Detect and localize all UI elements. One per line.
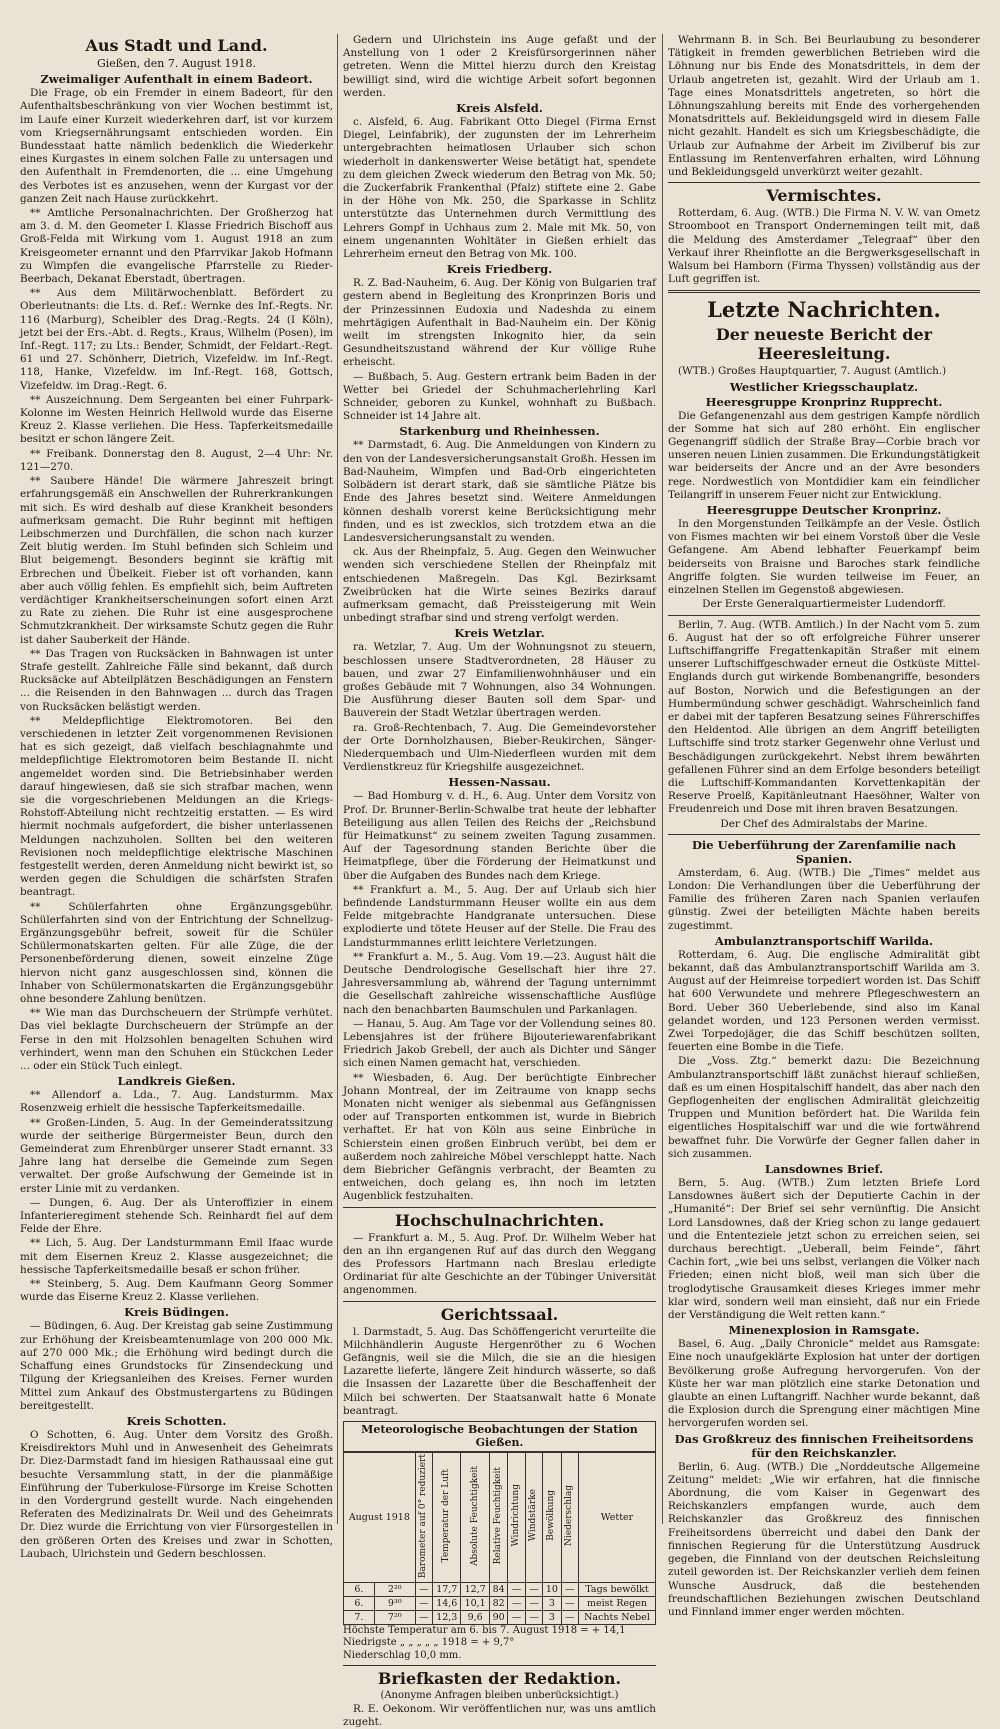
signature-line: Der Chef des Admiralstabs der Marine. xyxy=(720,817,928,830)
table-row xyxy=(344,1596,656,1610)
article-paragraph: — Bad Homburg v. d. H., 6. Aug. Unter dem Vorsitz von Prof. Dr. Brunner-Berlin-Schwalbe trat heute der lebhafter Beteiligung aus allen Teilen des Reichs der „Reichsbund für Heimatkunst“ zu seinem zweiten Tagung zusammen. Auf der Tagesordnung standen Berichte über die Heimatpflege, über die Förderung der Heimatkunst und über die Aufgaben des Bundes nach dem Kriege. xyxy=(343,790,656,882)
meteo-max-label: Höchste Temperatur am 6. bis 7. August 1918 xyxy=(343,1624,578,1636)
table-cell: 12,3 xyxy=(433,1610,461,1624)
region-headline: Kreis Wetzlar. xyxy=(454,626,545,641)
table-cell: — xyxy=(415,1610,432,1624)
article-headline: Zweimaliger Aufenthalt in einem Badeort. xyxy=(40,72,313,87)
article-headline: Der neueste Bericht der Heeresleitung. xyxy=(715,325,933,364)
article-headline: Das Großkreuz des finnischen Freiheitsordens für den Reichskanzler. xyxy=(674,1431,974,1460)
table-cell: 2²⁰ xyxy=(374,1582,415,1596)
article-paragraph: Bern, 5. Aug. (WTB.) Zum letzten Briefe Lord Lansdownes äußert sich der Deputierte Cachin in der „Humanité“: Der Brief sei sehr vernünftig. Die Ansicht Lord Lansdownes, daß der Krieg schon zu lange gedauert und die Ententeziele jetzt schon zu erreichen seien, sei durchaus berechtigt. „Ueberall, beim Feinde“, fährt Cachin fort, „wie bei uns selbst, verlangen die Völker nach Frieden; einen nicht bloß, weil man sich über die troglodytische Grausamkeit dieses Krieges immer mehr klar wird, sondern weil man einsieht, daß nur ein Friede der Verständigung die Welt retten kann.“ xyxy=(668,1177,980,1322)
divider xyxy=(668,182,980,183)
article-paragraph: ra. Groß-Rechtenbach, 7. Aug. Die Gemeindevorsteher der Orte Dornholzhausen, Bieber-Reukirchen, Sänger-Niederquembach und Ulm-Niederfleen wurden mit dem Verdienstkreuz für Kriegshilfe ausgezeichnet. xyxy=(343,721,656,774)
table-cell: 9,6 xyxy=(461,1610,489,1624)
table-cell: — xyxy=(508,1610,525,1624)
table-row xyxy=(344,1582,656,1596)
meteo-header: Windstärke xyxy=(525,1452,542,1582)
table-cell: — xyxy=(561,1582,578,1596)
table-cell: — xyxy=(508,1582,525,1596)
meteo-header: Barometer auf 0° reduziert xyxy=(415,1452,432,1582)
article-paragraph: R. Z. Bad-Nauheim, 6. Aug. Der König von Bulgarien traf gestern abend in Begleitung des Kronprinzen Boris und der Prinzessinnen Eudoxia und Nadeshda zu einem mehrtägigen Aufenthalt in Bad-Nauheim ein. Der König weilt im strengsten Inkognito hier, da sein Gesundheitszustand während der Kur völlige Ruhe erheischt. xyxy=(343,277,656,369)
article-paragraph: ** Großen-Linden, 5. Aug. In der Gemeinderatssitzung wurde der seitherige Bürgermeister Beun, durch den Gemeinderat zum Ehrenbürger unserer Stadt ernannt. 33 Jahre lang hat derselbe die Gemeinde zum Segen verwaltet. Der große Aufschwung der Gemeinde ist in erster Linie mit zu verdanken. xyxy=(20,1116,333,1195)
article-paragraph: ** Frankfurt a. M., 5. Aug. Der auf Urlaub sich hier befindende Landsturmmann Heuser wollte ein aus dem Felde mitgebrachte Handgranate untersuchen. Diese explodierte und tötete Heuser auf der Stelle. Die Frau des Landsturmmannes erlitt leichtere Verletzungen. xyxy=(343,883,656,949)
article-paragraph: ** Saubere Hände! Die wärmere Jahreszeit bringt erfahrungsgemäß ein Anschwellen der Ruhrerkrankungen mit sich. Es wird deshalb auf diese Krankheit besonders aufmerksam gemacht. Die Ruhr beginnt mit heftigen Leibschmerzen und Durchfällen, die schon nach kurzer Zeit blutig werden. Im Stuhl befinden sich Schleim und Blut beigemengt. Besonders beginnt sie kräftig mit Erbrechen und Übelkeit. Fieber ist oft vorhanden, kann aber auch völlig fehlen. Es empfiehlt sich, beim Auftreten verdächtiger Krankheitserscheinungen sofort einen Arzt zu Rate zu ziehen. Die Ruhr ist eine ausgesprochene Schmutzkrankheit. Der wirksamste Schutz gegen die Ruhr ist daher Sauberkeit der Hände. xyxy=(20,475,333,646)
article-paragraph: ** Amtliche Personalnachrichten. Der Großherzog hat am 3. d. M. den Geometer I. Klasse Friedrich Bischoff aus Groß-Felda mit Wirkung vom 1. August 1918 an zum Kreisgeometer ernannt und den Pfarrvikar Jakob Hofmann zu Wimpfen die evangelische Pfarrstelle zu Rieder-Beerbach, Dekanat Eberstadt, übertragen. xyxy=(20,207,333,286)
article-paragraph: ra. Wetzlar, 7. Aug. Um der Wohnungsnot zu steuern, beschlossen unsere Stadtverordneten, 28 Häuser zu bauen, und zwar 27 Einfamilienwohnhäuser und ein großes Gebäude mit 7 Wohnungen, also 34 Wohnungen. Die Ausführung dieser Bauten soll dem Spar- und Bauverein der Stadt Wetzlar übertragen werden. xyxy=(343,641,656,720)
meteo-header: Bewölkung xyxy=(543,1452,562,1582)
article-paragraph: ** Darmstadt, 6. Aug. Die Anmeldungen von Kindern zu den von der Landesversicherungsanstalt Großh. Hessen im Bad-Nauheim, Wimpfen und Bad-Orb eingerichteten Solbädern ist derart stark, daß sie sämtliche Plätze bis Ende des Jahres besetzt sind. Weitere Anmeldungen können deshalb vorerst keine Berücksichtigung mehr finden, und es ist zwecklos, sich trotzdem etwa an die Landesversicherungsanstalt zu wenden. xyxy=(343,439,656,544)
article-headline: Lansdownes Brief. xyxy=(764,1162,884,1177)
divider xyxy=(668,290,980,293)
article-headline: Ambulanztransportschiff Warilda. xyxy=(714,933,934,948)
table-cell: meist Regen xyxy=(579,1596,656,1610)
table-cell: 14,6 xyxy=(433,1596,461,1610)
column-divider xyxy=(337,34,338,1524)
signature-line: Der Erste Generalquartiermeister Ludendorff. xyxy=(702,598,946,611)
article-paragraph: ** Freibank. Donnerstag den 8. August, 2—4 Uhr: Nr. 121—270. xyxy=(20,447,333,473)
table-cell: — xyxy=(525,1596,542,1610)
table-cell: — xyxy=(525,1610,542,1624)
article-paragraph: ** Das Tragen von Rucksäcken in Bahnwagen ist unter Strafe gestellt. Zahlreiche Fälle sind bekannt, daß durch Rucksäcke auf Abteilplätzen Beschädigungen an Fenstern ... die Reisenden in den Bahnwagen ... durch das Tragen von Rucksäcken belästigt werden. xyxy=(20,647,333,713)
divider xyxy=(343,1665,656,1666)
article-paragraph: ** Schülerfahrten ohne Ergänzungsgebühr. Schülerfahrten sind von der Entrichtung der Schnellzug-Ergänzungsgebühr befreit, soweit für die Schüler Schülermonatskarten gelten. Für alle Züge, die der Personenbeförderung dienen, soweit einzelne Züge hiervon nicht ganz ausgeschlossen sind, können die Inhaber von Schülermonatskarten die Ergänzungsgebühr ohne besondere Zahlung benützen. xyxy=(20,900,333,1006)
meteo-min-label: Niedrigste „ „ „ „ „ 1918 xyxy=(343,1637,468,1649)
meteo-header: Wetter xyxy=(579,1452,656,1582)
article-paragraph: R. E. Oekonom. Wir veröffentlichen nur, was uns amtlich zugeht. xyxy=(343,1702,656,1728)
section-headline: Letzte Nachrichten. xyxy=(707,297,941,323)
article-paragraph: Basel, 6. Aug. „Daily Chronicle“ meldet aus Ramsgate: Eine noch unaufgeklärte Explosion hat unter der dortigen Bevölkerung große Aufregung hervorgerufen. Von der Küste her war man plötzlich eine starke Detonation und glaubte an einen Luftangriff. Nachher wurde bekannt, daß die Explosion durch die Sprengung einer mächtigen Mine hervorgerufen worden sei. xyxy=(668,1338,980,1430)
region-headline: Kreis Alsfeld. xyxy=(456,101,543,116)
meteo-header: Temperatur der Luft xyxy=(433,1452,461,1582)
region-headline: Kreis Friedberg. xyxy=(446,262,553,277)
article-paragraph: Berlin, 6. Aug. (WTB.) Die „Norddeutsche Allgemeine Zeitung“ meldet: „Wie wir erfahren, hat die finnische Abordnung, die vom Kaiser in Gegenwart des Reichskanzlers empfangen wurde, auch dem Reichskanzler das Großkreuz des finnischen Freiheitsordens überreicht und dabei den Dank der finnischen Regierung für die Unterstützung Ausdruck gegeben, die Finnland von der deutschen Reichsleitung zuteil geworden ist. Der Reichskanzler verlieh dem feinen Wunsche Ausdruck, daß die bestehenden freundschaftlichen Beziehungen zwischen Deutschland und Finnland immer enger werden möchten. xyxy=(668,1460,980,1618)
meteo-max-value: = + 14,1 xyxy=(580,1624,626,1636)
article-paragraph: — Büdingen, 6. Aug. Der Kreistag gab seine Zustimmung zur Erhöhung der Kreisbeamtenumlage von 200 000 Mk. auf 270 000 Mk.; die Erhöhung wird bedingt durch die Schaffung eines Grundstocks für Zinsendeckung und Tilgung der Kriegsanleihen des Kreises. Ferner wurden Mittel zum Ankauf des Obstmustergartens zu Büdingen bereitgestellt. xyxy=(20,1320,333,1412)
table-cell: — xyxy=(561,1596,578,1610)
column-1 xyxy=(20,34,333,1560)
meteo-header-date: August 1918 xyxy=(344,1452,416,1582)
article-paragraph: Amsterdam, 6. Aug. (WTB.) Die „Times“ meldet aus London: Die Verhandlungen über die Ueberführung der Familie des früheren Zaren nach Spanien verlaufen günstig. Zwei der beteiligten Mächte haben bereits zugestimmt. xyxy=(668,866,980,932)
table-cell: 82 xyxy=(489,1596,508,1610)
meteo-summary xyxy=(343,1625,656,1663)
table-cell: Tags bewölkt xyxy=(579,1582,656,1596)
article-paragraph: ** Frankfurt a. M., 5. Aug. Vom 19.—23. August hält die Deutsche Dendrologische Gesellschaft hier ihre 27. Jahresversammlung ab, während der Tagung unternimmt die Gesellschaft zahlreiche wissenschaftliche Ausflüge nach den benachbarten Baumschulen und Parkanlagen. xyxy=(343,950,656,1016)
section-headline: Hochschulnachrichten. xyxy=(394,1210,605,1230)
divider xyxy=(343,1207,656,1208)
article-paragraph: ** Auszeichnung. Dem Sergeanten bei einer Fuhrpark-Kolonne im Westen Heinrich Hellwold wurde das Eiserne Kreuz 2. Klasse verliehen. Die Hess. Tapferkeitsmedaille besitzt er schon längere Zeit. xyxy=(20,393,333,446)
article-paragraph: ** Steinberg, 5. Aug. Dem Kaufmann Georg Sommer wurde das Eiserne Kreuz 2. Klasse verliehen. xyxy=(20,1278,333,1304)
table-cell: 10 xyxy=(543,1582,562,1596)
column-divider xyxy=(662,34,663,1524)
table-cell: — xyxy=(561,1610,578,1624)
meteo-header-row xyxy=(344,1452,656,1582)
article-paragraph: ** Meldepflichtige Elektromotoren. Bei den verschiedenen in letzter Zeit vorgenommenen Revisionen hat es sich gezeigt, daß vielfach beschlagnahmte und meldepflichtige Elektromotoren beim Bestande II. nicht angemeldet worden sind. Die Betriebsinhaber werden darauf hingewiesen, daß sie sich strafbar machen, wenn sie die vorgeschriebenen Meldungen an die Kriegs-Rohstoff-Abteilung nicht rechtzeitig erstatten. — Es wird hiermit nochmals aufgefordert, die bisher unterlassenen Meldungen nachzuholen. Sollten bei den weiteren Revisionen noch meldepflichtige elektrische Maschinen festgestellt werden, deren Anmeldung nicht bewirkt ist, so werden gegen die Schuldigen die schärfsten Strafen beantragt. xyxy=(20,714,333,899)
divider xyxy=(668,615,980,616)
table-cell: — xyxy=(525,1582,542,1596)
article-headline: Die Ueberführung der Zarenfamilie nach Spanien. xyxy=(691,837,957,866)
table-cell: 6. xyxy=(344,1582,375,1596)
region-headline: Starkenburg und Rheinhessen. xyxy=(399,424,600,439)
meteo-table-title: Meteorologische Beobachtungen der Station Gießen. xyxy=(343,1421,656,1451)
article-headline: Heeresgruppe Kronprinz Rupprecht. xyxy=(705,394,943,409)
article-paragraph: — Bußbach, 5. Aug. Gestern ertrank beim Baden in der Wetter bei Griedel der Schuhmacherlehrling Karl Schneider, geboren zu Kunkel, wohnhaft zu Bußbach. Schneider ist 14 Jahre alt. xyxy=(343,370,656,423)
region-headline: Kreis Schotten. xyxy=(126,1413,227,1428)
article-paragraph: Gedern und Ulrichstein ins Auge gefaßt und der Anstellung von 1 oder 2 Kreisfürsorgerinnen näher getreten. Wenn die Mittel hierzu durch den Kreistag bewilligt sind, wird die wichtige Arbeit sofort begonnen werden. xyxy=(343,34,656,99)
article-headline: Westlicher Kriegsschauplatz. xyxy=(729,379,919,394)
table-cell: 17,7 xyxy=(433,1582,461,1596)
table-cell: 7²⁰ xyxy=(374,1610,415,1624)
dateline: Gießen, den 7. August 1918. xyxy=(96,57,257,70)
article-paragraph: ** Wiesbaden, 6. Aug. Der berüchtigte Einbrecher Johann Montreal, der im Zeitraume von knapp sechs Monaten nicht weniger als siebenmal aus Gefängnissen oder auf Transporten entkommen ist, wurde in Biebrich verhaftet. Er hat von Köln aus seine Einbrüche in Schierstein einen großen Einbruch verübt, bei dem er außerdem noch zahlreiche Möbel verschleppt hatte. Nach dem Biebricher Gefängnis verbracht, der Beamten zu entweichen, doch gelang es, ihn noch im letzten Augenblick festzuhalten. xyxy=(343,1071,656,1203)
table-cell: 7. xyxy=(344,1610,375,1624)
table-cell: 3 xyxy=(543,1610,562,1624)
divider xyxy=(668,834,980,835)
meteo-header: Windrichtung xyxy=(508,1452,525,1582)
article-paragraph: — Dungen, 6. Aug. Der als Unteroffizier in einem Infanterieregiment stehende Sch. Reinhardt fiel auf dem Felde der Ehre. xyxy=(20,1196,333,1236)
divider xyxy=(343,1301,656,1302)
section-headline: Briefkasten der Redaktion. xyxy=(377,1669,622,1689)
article-paragraph: O Schotten, 6. Aug. Unter dem Vorsitz des Großh. Kreisdirektors Muhl und in Anwesenheit des Geheimrats Dr. Diez-Darmstadt fand im hiesigen Rathaussaal eine gut besuchte Versammlung statt, in der die planmäßige Einführung der Tuberkulose-Fürsorge im Kreise Schotten in den Vordergrund gestellt wurde. Nach eingehenden Referaten des Medizinalrats Dr. Weil und des Geheimrats Dr. Diez wurde die Errichtung von vier Fürsorgestellen in den größeren Orten des Kreises und zwar in Schotten, Laubach, Ulrichstein und Gedern beschlossen. xyxy=(20,1428,333,1560)
section-headline: Gerichtssaal. xyxy=(440,1304,559,1324)
table-cell: 3 xyxy=(543,1596,562,1610)
section-title: Aus Stadt und Land. xyxy=(85,36,268,55)
meteo-header: Absolute Feuchtigkeit xyxy=(461,1452,489,1582)
article-paragraph: ** Lich, 5. Aug. Der Landsturmmann Emil Ifaac wurde mit dem Eisernen Kreuz 2. Klasse ausgezeichnet; die hessische Tapferkeitsmedaille besaß er schon früher. xyxy=(20,1237,333,1276)
article-headline: Minenexplosion in Ramsgate. xyxy=(728,1323,920,1338)
article-paragraph: — Hanau, 5. Aug. Am Tage vor der Vollendung seines 80. Lebensjahres ist der frühere Bijouteriewarenfabrikant Friedrich Jakob Grebell, der auch als Dichter und Sänger sich einen Namen gemacht hat, verschieden. xyxy=(343,1017,656,1070)
meteo-header: Relative Feuchtigkeit xyxy=(489,1452,508,1582)
column-2 xyxy=(343,34,656,1728)
article-paragraph: In den Morgenstunden Teilkämpfe an der Vesle. Östlich von Fismes machten wir bei einem Vorstoß über die Vesle Gefangene. Am Abend lebhafter Feuerkampf beim beiderseits von Braisne und Baroches stark feindliche Angriffe folgten. Sie wurden teilweise im Feuer, an einzelnen Stellen im Gegenstoß abgewiesen. xyxy=(668,518,980,597)
table-cell: 6. xyxy=(344,1596,375,1610)
article-paragraph: c. Alsfeld, 6. Aug. Fabrikant Otto Diegel (Firma Ernst Diegel, Leinfabrik), der zugunsten der im Lehrerheim untergebrachten heimatlosen Urlauber sich schon wiederholt in dankenswerter Weise betätigt hat, spendete zu dem gleichen Zweck wiederum den Betrag von Mk. 50; die Zuckerfabrik Frankenthal (Pfalz) stiftete eine 2. Gabe in der Höhe von Mk. 250, die Sparkasse in Schlitz unterstützte das Unternehmen durch Vermittlung des Lehrers Gompf in Uchhaus zum 2. Male mit Mk. 50, von einem ungenannten Wohltäter in Gießen erhielt das Lehrerheim erneut den Betrag von Mk. 100. xyxy=(343,116,656,261)
region-headline: Landkreis Gießen. xyxy=(117,1074,236,1089)
article-paragraph: Die „Voss. Ztg.“ bemerkt dazu: Die Bezeichnung Ambulanztransportschiff läßt zunächst hierauf schließen, daß es um einen Hospitalschiff handelt, das aber nach den Gepflogenheiten der englischen Admiralität gleichzeitig Truppen und Munition befördert hat. Die Warilda fein eigentliches Hospitalschiff war und die wie fortwährend bewaffnet fuhr. Die Vorwürfe der Gegner fallen daher in sich zusammen. xyxy=(668,1055,980,1160)
article-paragraph: ** Wie man das Durchscheuern der Strümpfe verhütet. Das viel beklagte Durchscheuern der Strümpfe an der Ferse in den mit Holzsohlen benagelten Schuhen wird verhindert, wenn man den Schuhen ein Stückchen Leder ... oder ein Stück Tuch einlegt. xyxy=(20,1007,333,1073)
meteo-min-value: = + 9,7° xyxy=(470,1637,515,1649)
table-cell: 84 xyxy=(489,1582,508,1596)
table-cell: 90 xyxy=(489,1610,508,1624)
article-paragraph: — Frankfurt a. M., 5. Aug. Prof. Dr. Wilhelm Weber hat den an ihn ergangenen Ruf auf das durch den Weggang des Professors Hartmann nach Breslau erledigte Ordinariat für alte Geschichte an der Tübinger Universität angenommen. xyxy=(343,1231,656,1297)
table-cell: 9³⁰ xyxy=(374,1596,415,1610)
meteo-rain: Niederschlag 10,0 mm. xyxy=(343,1649,462,1661)
table-cell: — xyxy=(508,1596,525,1610)
article-headline: Heeresgruppe Deutscher Kronprinz. xyxy=(706,503,942,518)
article-paragraph: ** Allendorf a. Lda., 7. Aug. Landsturmm. Max Rosenzweig erhielt die hessische Tapferkeitsmedaille. xyxy=(20,1089,333,1115)
table-cell: — xyxy=(415,1596,432,1610)
article-paragraph: Wehrmann B. in Sch. Bei Beurlaubung zu besonderer Tätigkeit in fremden gewerblichen Betrieben wird die Löhnung nur bis Ende des Monatsdrittels, in dem der Urlaub angetreten ist, gezahlt. Wird der Urlaub am 1. Tage eines Monatsdrittels angetreten, so hört die Löhnungszahlung bereits mit Ende des vorhergehenden Monatsdrittels auf. Bekleidungsgeld wird in diesem Falle nicht gezahlt. Handelt es sich um Kriegsbeschädigte, die Urlaub zur Aufnahme der Arbeit im Zivilberuf bis zur Entlassung im Rentenverfahren erhalten, wird Löhnung und Bekleidungsgeld unverkürzt weiter gezahlt. xyxy=(668,34,980,179)
subheadline: (Anonyme Anfragen bleiben unberücksichtigt.) xyxy=(380,1690,619,1702)
meteo-header: Niederschlag xyxy=(561,1452,578,1582)
article-paragraph: ck. Aus der Rheinpfalz, 5. Aug. Gegen den Weinwucher wenden sich verschiedene Stellen der Rheinpfalz mit entschiedenen Maßregeln. Das Kgl. Bezirksamt Zweibrücken hat die Wirte seines Bezirks darauf aufmerksam gemacht, daß Preissteigerung mit Wein unbedingt strafbar sind und streng verfolgt werden. xyxy=(343,546,656,625)
article-paragraph: Die Frage, ob ein Fremder in einem Badeort, für den Aufenthaltsbeschränkung von vier Wochen bestimmt ist, im Laufe einer Kurzeit wiederkehren darf, ist vor kurzem vom Kriegsernährungsamt entschieden worden. Ein Bundesstaat hatte nämlich bedenklich die Wiederkehr eines Kurgastes in einem solchen Falle zu untersagen und den Aufenthalt in Fremdenorten, die ... eine Umgehung des Verbotes ist es anzusehen, wenn der Kurgast vor der ganzen Zeit nach Hause zurückkehrt. xyxy=(20,87,333,205)
table-cell: 10,1 xyxy=(461,1596,489,1610)
article-paragraph: Berlin, 7. Aug. (WTB. Amtlich.) In der Nacht vom 5. zum 6. August hat der so oft erfolgreiche Führer unserer Luftschiffangriffe Fregattenkapitän Straßer mit einem unserer Luftschiffgeschwader erneut die Ostküste Mittel-Englands durch gut wirkende Bombenangriffe, besonders auf Boston, Norwich und die Befestigungen an der Humbermündung schwer geschädigt. Wahrscheinlich fand er dabei mit der tapferen Besatzung seines Führerschiffes den Heldentod. Alle übrigen an dem Angriff beteiligten Luftschiffe sind trotz starker Gegenwehr ohne Verlust und Beschädigungen zurückgekehrt. Nebst ihrem bewährten gefallenen Führer sind an dem Erfolge besonders beteiligt die Luftschiff-Kommandanten Korvettenkapitän der Reserve Proelß, Kapitänleutnant Haesöhner, Walter von Freudenreich und Dose mit ihren braven Besatzungen. xyxy=(668,618,980,816)
table-cell: Nachts Nebel xyxy=(579,1610,656,1624)
article-paragraph: ** Aus dem Militärwochenblatt. Befördert zu Oberleutnants: die Lts. d. Ref.: Wernke des Inf.-Regts. Nr. 116 (Marburg), Scheibler des Drag.-Regts. 24 (I Köln), jetzt bei der Ers.-Abt. d. Regts., Kraus, Wilhelm (Posen), im Inf.-Regt. 117; zu Lts.: Bender, Schmidt, der Feldart.-Regt. 61 und 27. Schönherr, Dietrich, Vizefeldw. im Inf.-Regt. 118, Hanke, Vizefeldw. im Inf.-Regt. 168, Gottsch, Vizefeldw. im Drag.-Regt. 6. xyxy=(20,287,333,392)
article-paragraph: (WTB.) Großes Hauptquartier, 7. August (Amtlich.) xyxy=(678,365,947,378)
article-paragraph: l. Darmstadt, 5. Aug. Das Schöffengericht verurteilte die Milchhändlerin Auguste Hergenröther zu 6 Wochen Gefängnis, weil sie die Milch, die sie an die hiesigen Lazarette lieferte, längere Zeit hindurch wässerte, so daß die Insassen der Lazarette über die Beschaffenheit der Milch bei schwerten. Der Staatsanwalt hatte 6 Monate beantragt. xyxy=(343,1325,656,1417)
table-row xyxy=(344,1610,656,1624)
region-headline: Kreis Büdingen. xyxy=(124,1305,229,1320)
table-cell: 12,7 xyxy=(461,1582,489,1596)
article-paragraph: Rotterdam, 6. Aug. Die englische Admiralität gibt bekannt, daß das Ambulanztransportschiff Warilda am 3. August auf der Heimreise torpediert worden ist. Das Schiff hat 600 Verwundete und mehrere Pflegeschwestern an Bord. Ueber 360 Ueberlebende, sind also im Kanal gelandet worden, und 123 Personen werden vermisst. Zwei Torpedojäger, die das Schiff beschützen sollten, feuerten eine Bombe in die Tiefe. xyxy=(668,948,980,1054)
table-cell: — xyxy=(415,1582,432,1596)
region-headline: Hessen-Nassau. xyxy=(448,775,551,790)
article-paragraph: Die Gefangenenzahl aus dem gestrigen Kampfe nördlich der Somme hat sich auf 280 erhöht. Ein englischer Gegenangriff südlich der Straße Bray—Corbie brach vor unseren neuen Linien zusammen. Die Erkundungstätigkeit war beiderseits der Ancre und an der Avre besonders rege. Nordwestlich von Montdidier kam ein feindlicher Teilangriff in unserem Feuer nicht zur Entwicklung. xyxy=(668,409,980,501)
column-3 xyxy=(668,34,980,1618)
article-paragraph: Rotterdam, 6. Aug. (WTB.) Die Firma N. V. W. van Ometz Stroomboot en Transport Ondernemingen teilt mit, daß die Meldung des Amsterdamer „Telegraaf“ über den Verkauf ihrer Rheinflotte an die Bergwerksgesellschaft in Walsum bei Hamborn (Firma Thyssen) vollständig aus der Luft gegriffen ist. xyxy=(668,207,980,286)
section-headline: Vermischtes. xyxy=(766,186,882,206)
meteo-table xyxy=(343,1452,656,1625)
